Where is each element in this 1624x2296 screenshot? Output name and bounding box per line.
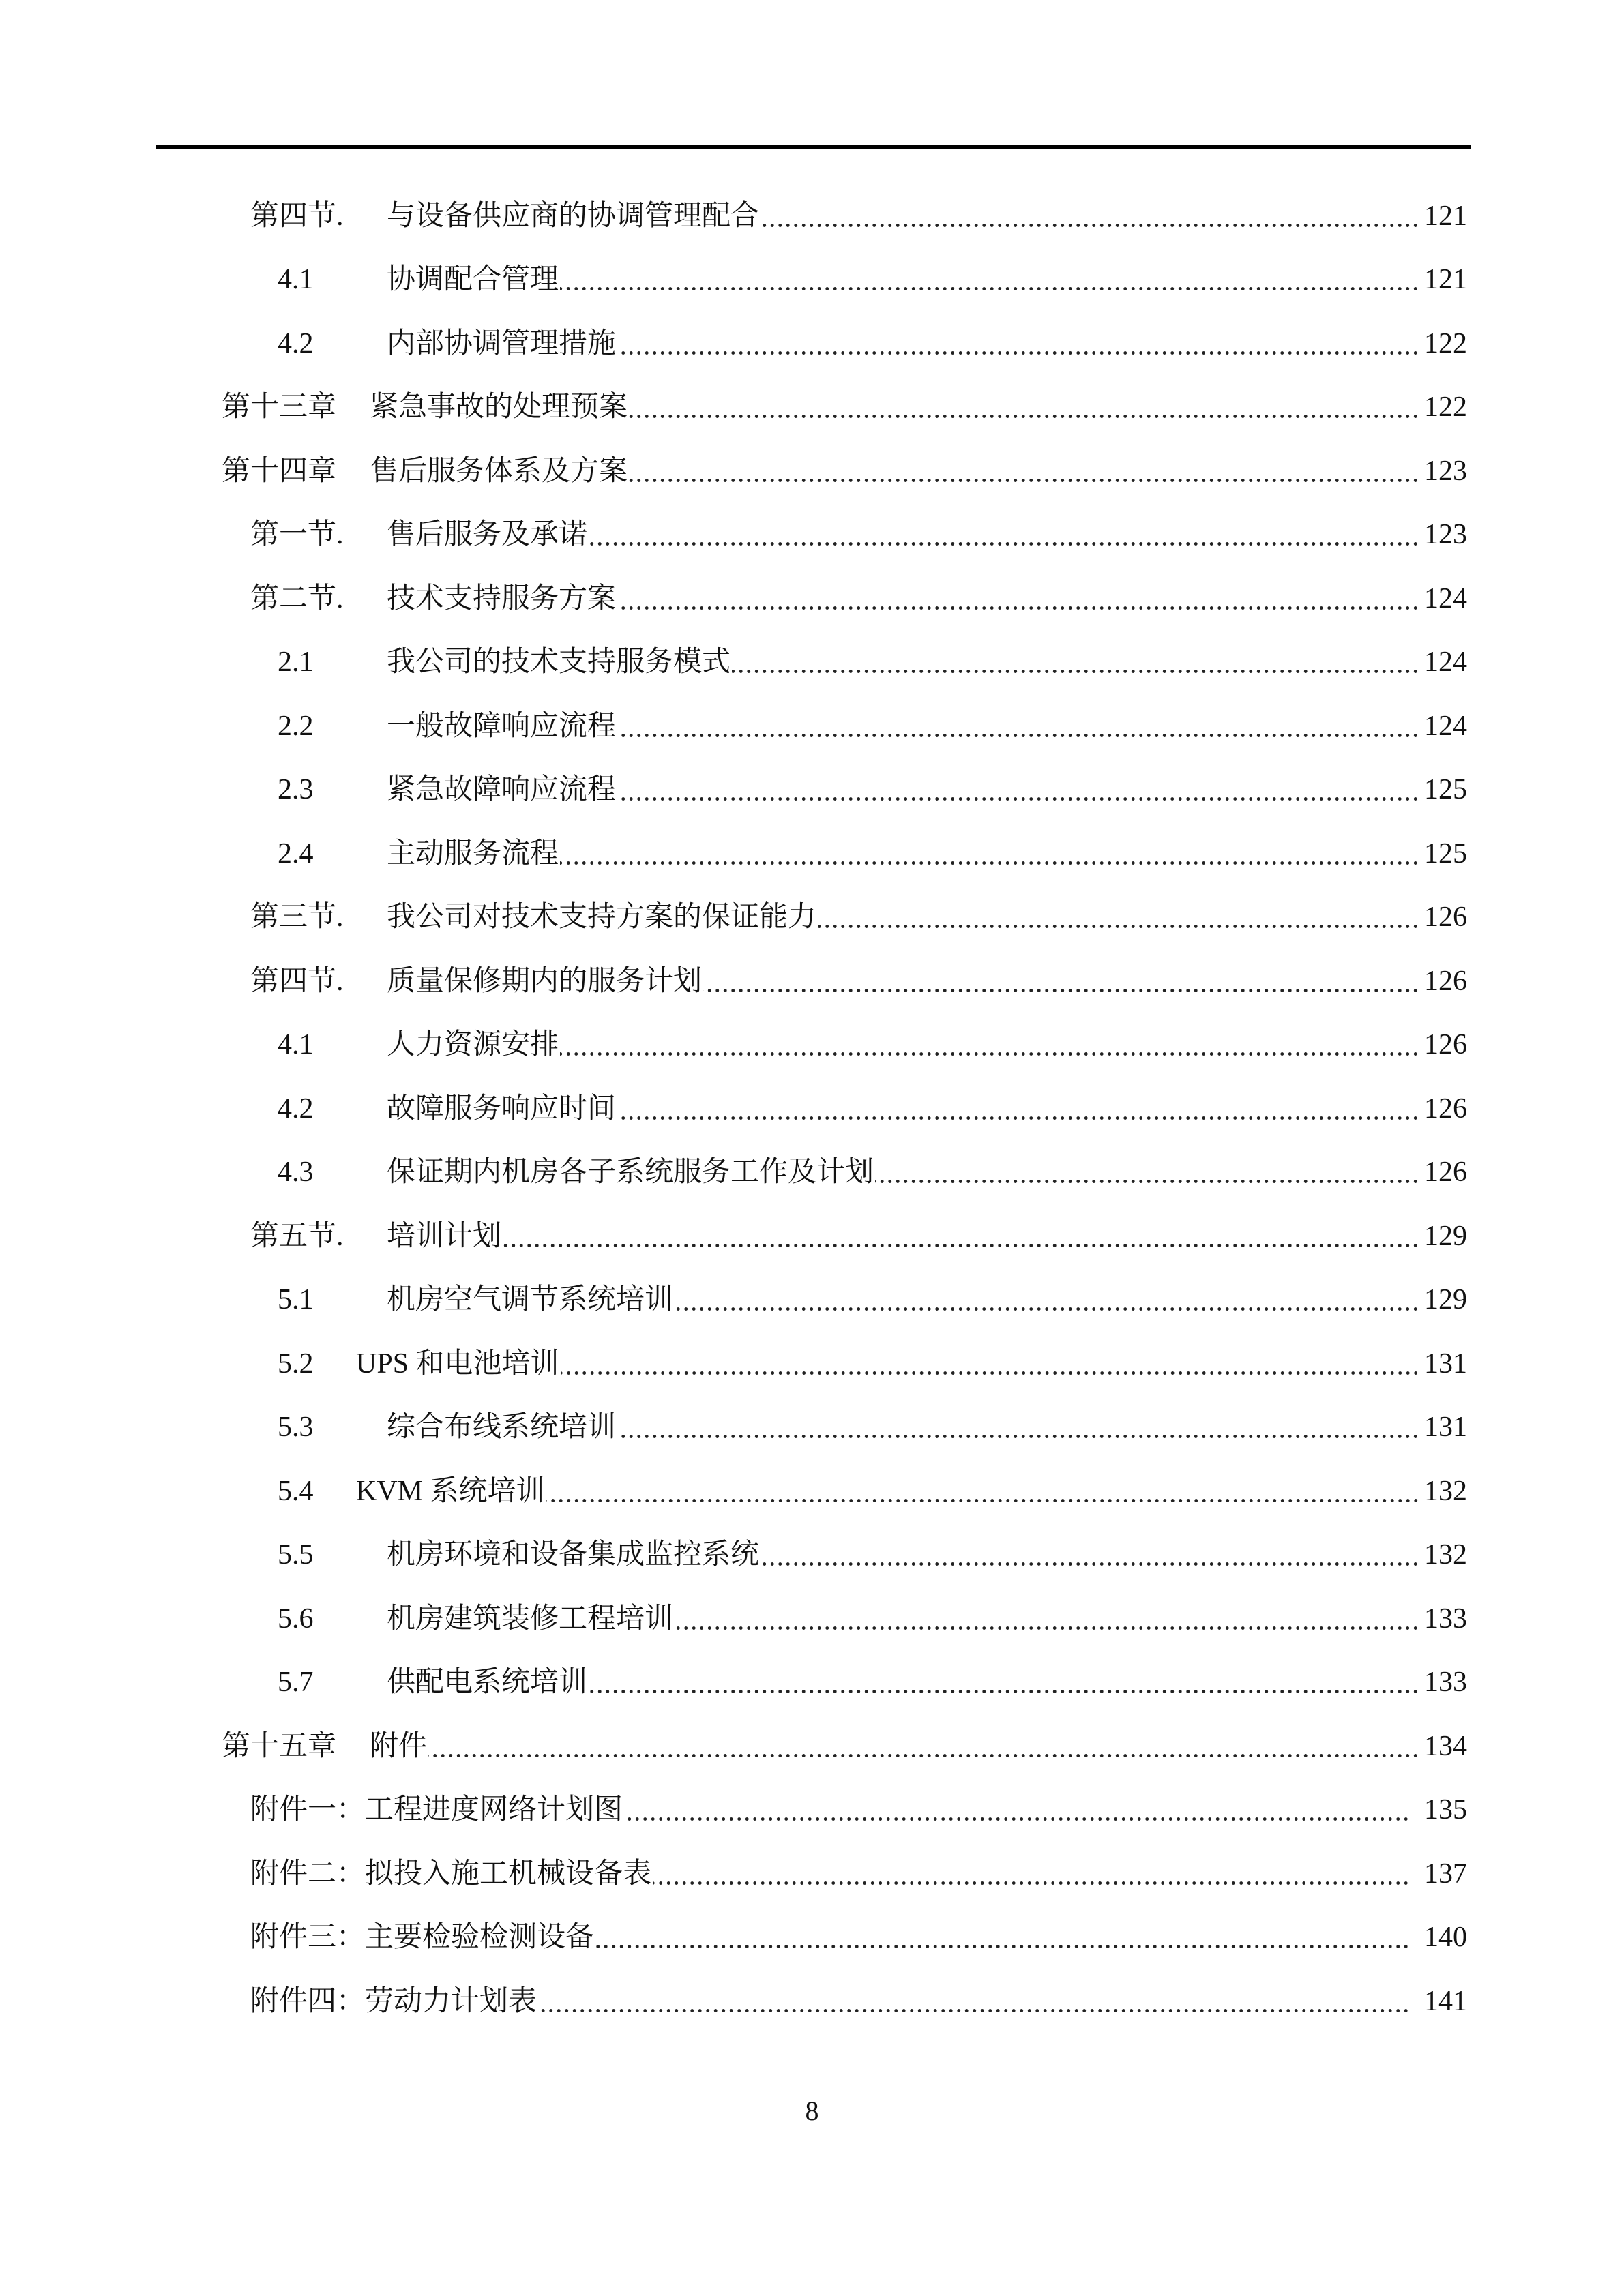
toc-entry-number: 2.2 — [278, 711, 314, 742]
dot-leader — [703, 961, 1419, 1002]
toc-entry-number: 附件一： — [250, 1794, 366, 1825]
dot-leader — [617, 769, 1419, 810]
dot-leader — [589, 514, 1419, 555]
dot-leader — [653, 1853, 1410, 1894]
toc-entry[interactable] — [250, 1917, 1467, 1958]
toc-entry-title: 与设备供应商的协调管理配合 — [387, 200, 760, 232]
toc-entry-number: 5.1 — [278, 1284, 314, 1315]
toc-entry-number: 5.2 — [278, 1348, 314, 1380]
toc-entry-page: 126 — [1424, 1029, 1467, 1060]
toc-entry-number: 4.1 — [278, 1029, 314, 1060]
toc-entry-number: 第十三章 — [222, 391, 337, 423]
toc-entry-number: 5.4 — [278, 1476, 314, 1507]
header-rule — [156, 145, 1471, 149]
toc-entry-number: 4.2 — [278, 328, 314, 359]
toc-entry-title: 保证期内机房各子系统服务工作及计划 — [387, 1157, 874, 1188]
toc-entry-page: 125 — [1424, 838, 1467, 869]
toc-entry-title: 一般故障响应流程 — [387, 711, 617, 742]
toc-entry-page: 122 — [1424, 328, 1467, 359]
toc-entry-page: 131 — [1424, 1412, 1467, 1443]
toc-entry-title: 技术支持服务方案 — [387, 583, 617, 614]
toc-entry-title: 售后服务体系及方案 — [370, 456, 628, 487]
toc-entry-title: 培训计划 — [387, 1221, 502, 1252]
toc-entry[interactable] — [250, 897, 1467, 938]
toc-entry[interactable] — [278, 1471, 1467, 1512]
toc-entry-title: 劳动力计划表 — [365, 1986, 537, 2017]
toc-entry-page: 141 — [1424, 1986, 1467, 2017]
toc-entry[interactable] — [250, 1216, 1467, 1257]
toc-entry-title: 工程进度网络计划图 — [365, 1794, 623, 1825]
dot-leader — [561, 1343, 1419, 1384]
toc-entry-page: 126 — [1424, 901, 1467, 933]
toc-entry[interactable] — [250, 578, 1467, 619]
toc-entry-number: 附件三： — [250, 1922, 366, 1953]
toc-entry[interactable] — [278, 1024, 1467, 1065]
toc-entry[interactable] — [222, 451, 1467, 492]
toc-entry-number: 第十五章 — [222, 1731, 337, 1762]
toc-entry-title: 故障服务响应时间 — [387, 1093, 617, 1124]
toc-entry-number: 2.1 — [278, 646, 314, 678]
toc-entry-page: 121 — [1424, 200, 1467, 232]
toc-entry-page: 126 — [1424, 1093, 1467, 1124]
toc-entry-title: 机房空气调节系统培训 — [387, 1284, 674, 1315]
toc-entry[interactable] — [278, 706, 1467, 747]
dot-leader — [503, 1216, 1419, 1257]
toc-entry-title: 紧急事故的处理预案 — [370, 391, 628, 423]
toc-entry-title: 附件 — [370, 1731, 428, 1762]
toc-entry[interactable] — [278, 1534, 1467, 1575]
toc-entry[interactable] — [250, 1981, 1467, 2022]
toc-entry-number: 4.3 — [278, 1157, 314, 1188]
toc-entry-number: 4.1 — [278, 264, 314, 295]
toc-entry[interactable] — [278, 259, 1467, 300]
toc-entry[interactable] — [278, 1598, 1467, 1639]
toc-entry-page: 135 — [1424, 1794, 1467, 1825]
toc-entry-title: 机房建筑装修工程培训 — [387, 1603, 674, 1635]
dot-leader — [818, 897, 1419, 938]
toc-entry-number: 附件四： — [250, 1986, 366, 2017]
toc-entry-title: 人力资源安排 — [387, 1029, 559, 1060]
toc-entry-title: 内部协调管理措施 — [387, 328, 617, 359]
dot-leader — [560, 833, 1419, 874]
toc-entry[interactable] — [278, 642, 1467, 683]
toc-entry-page: 133 — [1424, 1667, 1467, 1698]
toc-entry-page: 129 — [1424, 1284, 1467, 1315]
dot-leader — [538, 1981, 1410, 2022]
toc-entry-number: 5.5 — [278, 1539, 314, 1570]
toc-entry-number: 第十四章 — [222, 456, 337, 487]
toc-entry-title: 主要检验检测设备 — [365, 1922, 595, 1953]
dot-leader — [560, 259, 1419, 300]
toc-entry-page: 123 — [1424, 456, 1467, 487]
toc-entry-number: 附件二： — [250, 1858, 366, 1890]
toc-entry[interactable] — [278, 1407, 1467, 1448]
toc-entry-title: UPS 和电池培训 — [356, 1348, 559, 1380]
toc-entry-page: 132 — [1424, 1539, 1467, 1570]
toc-entry-number: 5.7 — [278, 1667, 314, 1698]
dot-leader — [875, 1152, 1419, 1193]
dot-leader — [624, 1789, 1410, 1830]
dot-leader — [629, 451, 1419, 492]
toc-entry[interactable] — [250, 961, 1467, 1002]
toc-entry-number: 第五节. — [250, 1221, 344, 1252]
toc-entry-number: 第二节. — [250, 583, 344, 614]
toc-entry-title: 质量保修期内的服务计划 — [387, 966, 703, 997]
toc-entry[interactable] — [250, 1789, 1467, 1830]
dot-leader — [428, 1726, 1419, 1767]
toc-entry-title: KVM 系统培训 — [356, 1476, 545, 1507]
toc-entry-number: 2.3 — [278, 774, 314, 805]
toc-entry[interactable] — [278, 1152, 1467, 1193]
toc-entry[interactable] — [278, 833, 1467, 874]
dot-leader — [617, 1407, 1419, 1448]
toc-entry-page: 140 — [1424, 1922, 1467, 1953]
toc-entry[interactable] — [278, 323, 1467, 364]
dot-leader — [617, 578, 1419, 619]
toc-entry-page: 123 — [1424, 519, 1467, 550]
toc-entry-number: 第三节. — [250, 901, 344, 933]
toc-entry[interactable] — [222, 1726, 1467, 1767]
toc-entry-page: 122 — [1424, 391, 1467, 423]
footer-page-number: 8 — [805, 2096, 819, 2126]
toc-entry-page: 124 — [1424, 711, 1467, 742]
toc-entry-title: 协调配合管理 — [387, 264, 559, 295]
toc-entry-number: 第一节. — [250, 519, 344, 550]
dot-leader — [589, 1662, 1419, 1703]
toc-entry-title: 机房环境和设备集成监控系统 — [387, 1539, 760, 1570]
dot-leader — [761, 1534, 1419, 1575]
dot-leader — [617, 323, 1419, 364]
toc-entry[interactable] — [250, 1853, 1467, 1894]
toc-entry-page: 124 — [1424, 583, 1467, 614]
toc-entry-page: 134 — [1424, 1731, 1467, 1762]
toc-entry-title: 我公司的技术支持服务模式 — [387, 646, 731, 678]
toc-entry-number: 4.2 — [278, 1093, 314, 1124]
toc-entry[interactable] — [278, 1088, 1467, 1129]
dot-leader — [629, 387, 1419, 428]
toc-entry[interactable] — [250, 196, 1467, 237]
toc-entry[interactable] — [278, 1279, 1467, 1320]
toc-entry-number: 5.6 — [278, 1603, 314, 1635]
dot-leader — [560, 1024, 1419, 1065]
toc-entry[interactable] — [222, 387, 1467, 428]
dot-leader — [732, 642, 1419, 683]
toc-entry-title: 综合布线系统培训 — [387, 1412, 617, 1443]
toc-entry-page: 133 — [1424, 1603, 1467, 1635]
toc-entry-number: 2.4 — [278, 838, 314, 869]
dot-leader — [595, 1917, 1410, 1958]
toc-entry-page: 121 — [1424, 264, 1467, 295]
toc-entry-page: 126 — [1424, 1157, 1467, 1188]
dot-leader — [675, 1279, 1419, 1320]
toc-entry-title: 售后服务及承诺 — [387, 519, 588, 550]
toc-entry[interactable] — [250, 514, 1467, 555]
toc-entry[interactable] — [278, 1662, 1467, 1703]
toc-entry-number: 第四节. — [250, 966, 344, 997]
toc-entry-title: 拟投入施工机械设备表 — [365, 1858, 652, 1890]
toc-entry-page: 131 — [1424, 1348, 1467, 1380]
toc-entry-page: 132 — [1424, 1476, 1467, 1507]
dot-leader — [761, 196, 1419, 237]
toc-entry-number: 5.3 — [278, 1412, 314, 1443]
toc-entry-page: 137 — [1424, 1858, 1467, 1890]
toc-entry[interactable] — [278, 1343, 1467, 1384]
toc-entry-page: 124 — [1424, 646, 1467, 678]
toc-entry-page: 129 — [1424, 1221, 1467, 1252]
toc-entry-page: 126 — [1424, 966, 1467, 997]
toc-entry[interactable] — [278, 769, 1467, 810]
toc-entry-title: 供配电系统培训 — [387, 1667, 588, 1698]
toc-entry-title: 我公司对技术支持方案的保证能力 — [387, 901, 817, 933]
dot-leader — [546, 1471, 1419, 1512]
dot-leader — [675, 1598, 1419, 1639]
toc-entry-number: 第四节. — [250, 200, 344, 232]
toc-entry-title: 紧急故障响应流程 — [387, 774, 617, 805]
toc-entry-title: 主动服务流程 — [387, 838, 559, 869]
dot-leader — [617, 1088, 1419, 1129]
toc-entry-page: 125 — [1424, 774, 1467, 805]
dot-leader — [617, 706, 1419, 747]
